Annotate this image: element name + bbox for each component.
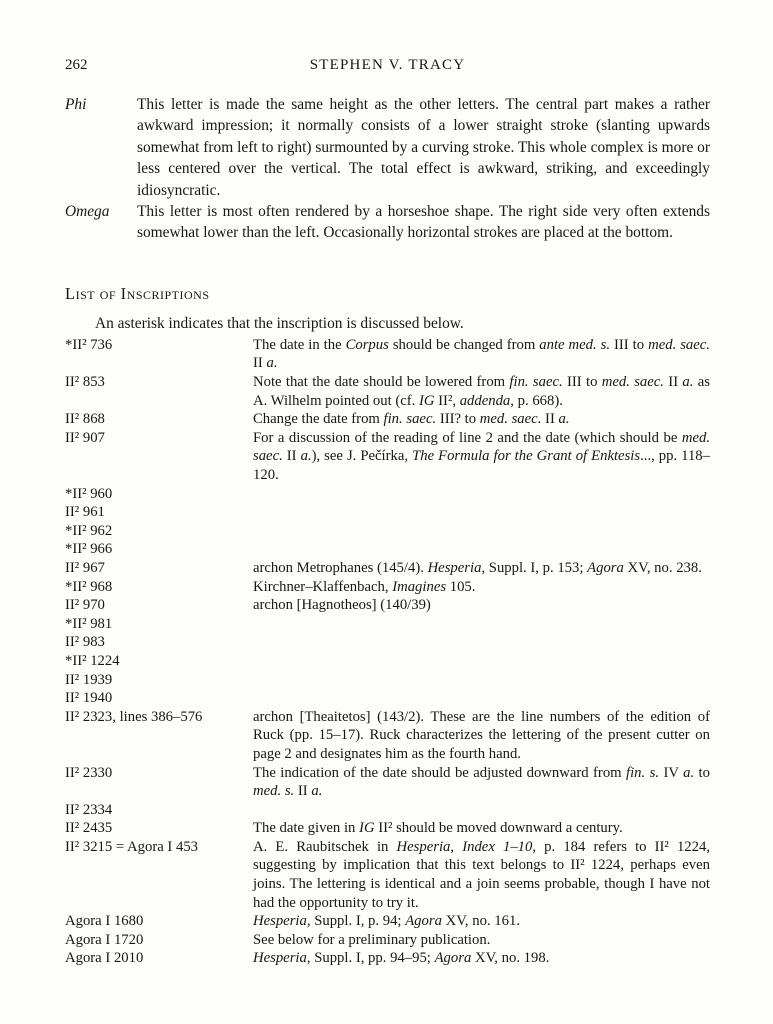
inscription-row (65, 689, 710, 708)
inscription-label: II² 853 (65, 374, 105, 391)
inscription-label: Agora I 2010 (65, 950, 144, 967)
inscription-row (65, 633, 710, 652)
inscription-row (65, 336, 710, 373)
inscription-label: II² 2323, lines 386–576 (65, 708, 203, 725)
inscription-description (253, 671, 710, 690)
list-intro: An asterisk indicates that the inscription is discussed below. (95, 314, 464, 332)
inscription-label: II² 961 (65, 504, 105, 521)
letter-section (65, 94, 710, 244)
inscription-row (65, 373, 710, 410)
inscription-description (253, 689, 710, 708)
inscription-description: See below for a preliminary publication. (253, 931, 491, 948)
inscription-description (253, 522, 710, 541)
inscription-list (65, 336, 710, 968)
running-header-title: STEPHEN V. TRACY (309, 57, 466, 73)
inscription-label: *II² 968 (65, 578, 113, 595)
inscription-row (65, 764, 710, 801)
inscription-row (65, 949, 710, 968)
list-heading: List of Inscriptions (65, 283, 210, 303)
inscription-description: Hesperia, Suppl. I, pp. 94–95; Agora XV, no. 198. (253, 950, 550, 967)
inscription-row (65, 596, 710, 615)
inscription-label: II² 983 (65, 634, 105, 651)
inscription-description: The date given in IG II² should be moved downward a century. (253, 820, 623, 837)
inscription-description: Hesperia, Suppl. I, p. 94; Agora XV, no. 161. (253, 913, 520, 930)
inscription-label: II² 907 (65, 429, 105, 446)
letter-term: Phi (65, 96, 87, 113)
inscription-label: *II² 981 (65, 615, 113, 632)
inscription-row (65, 819, 710, 838)
letter-text: This letter is most often rendered by a horseshoe shape. The right side very often extends somewhat lower than the left. Occasionally horizontal strokes are placed at the bottom. (137, 203, 710, 242)
inscription-label: II² 967 (65, 559, 105, 576)
inscription-row (65, 801, 710, 820)
letter-term: Omega (65, 203, 110, 221)
inscription-label: *II² 736 (65, 336, 113, 353)
page-number: 262 (65, 57, 88, 73)
inscription-description: The date in the Corpus should be changed from ante med. s. III to med. saec. II a. (253, 336, 710, 372)
inscription-label: *II² 1224 (65, 652, 120, 669)
inscription-description: Kirchner–Klaffenbach, Imagines 105. (253, 578, 476, 595)
inscription-row (65, 503, 710, 522)
inscription-description: The indication of the date should be adjusted downward from fin. s. IV a. to med. s. II a. (253, 764, 710, 800)
inscription-row (65, 485, 710, 504)
inscription-label: II² 1940 (65, 690, 113, 707)
inscription-label: II² 868 (65, 411, 105, 428)
inscription-row (65, 522, 710, 541)
inscription-row (65, 652, 710, 671)
inscription-description: A. E. Raubitschek in Hesperia, Index 1–10, p. 184 refers to II² 1224, suggesting by implication that this text belongs to II² 1224, perhaps even joins. The lettering is identical and a join seems probable, though I have not had the opportunity to try it. (253, 838, 711, 911)
inscription-row (65, 708, 710, 764)
inscription-label: II² 2334 (65, 801, 113, 818)
inscription-label: Agora I 1720 (65, 931, 144, 948)
letter-row (65, 201, 710, 244)
inscription-row (65, 912, 710, 931)
inscription-description (253, 540, 710, 559)
inscription-row (65, 559, 710, 578)
page-header (65, 57, 710, 74)
inscription-row (65, 931, 710, 950)
inscription-description: archon Metrophanes (145/4). Hesperia, Suppl. I, p. 153; Agora XV, no. 238. (253, 559, 702, 576)
inscription-description: archon [Theaitetos] (143/2). These are the line numbers of the edition of Ruck (pp. 15–17). Ruck characterizes the lettering of the present cutter on page 2 and designates him as the fourth hand. (253, 708, 710, 762)
inscription-label: II² 2330 (65, 764, 113, 781)
letter-row (65, 94, 710, 201)
inscription-label: II² 1939 (65, 671, 113, 688)
inscription-label: II² 970 (65, 597, 105, 614)
inscription-description (253, 615, 710, 634)
inscription-row (65, 429, 710, 485)
inscription-description: Change the date from fin. saec. III? to med. saec. II a. (253, 411, 570, 428)
inscription-label: *II² 962 (65, 522, 113, 539)
inscription-description (253, 652, 710, 671)
letter-text: This letter is made the same height as the other letters. The central part makes a rather awkward impression; it normally consists of a lower straight stroke (slanting upwards somewhat from left to right) surmounted by a curving stroke. This whole complex is more or less centered over the vertical. The total effect is awkward, striking, and exceedingly idiosyncratic. (137, 96, 710, 199)
inscription-description (253, 633, 710, 652)
inscription-label: *II² 966 (65, 541, 113, 558)
inscription-label: II² 2435 (65, 820, 113, 837)
inscription-description: For a discussion of the reading of line 2 and the date (which should be med. saec. II a.), see J. Pečírka, The Formula for the Grant of Enktesis..., pp. 118–120. (253, 429, 710, 483)
inscription-description (253, 503, 710, 522)
inscription-row (65, 615, 710, 634)
inscription-row (65, 410, 710, 429)
inscription-row (65, 578, 710, 597)
inscription-row (65, 671, 710, 690)
inscription-description: Note that the date should be lowered from fin. saec. III to med. saec. II a. as A. Wilhelm pointed out (cf. IG II², addenda, p. 668). (253, 374, 710, 409)
inscription-row (65, 838, 710, 912)
inscription-description (253, 801, 710, 820)
inscription-label: II² 3215 = Agora I 453 (65, 838, 199, 855)
inscription-description: archon [Hagnotheos] (140/39) (253, 597, 431, 614)
inscription-label: *II² 960 (65, 485, 113, 502)
inscription-description (253, 485, 710, 504)
inscription-label: Agora I 1680 (65, 913, 144, 930)
inscription-row (65, 540, 710, 559)
